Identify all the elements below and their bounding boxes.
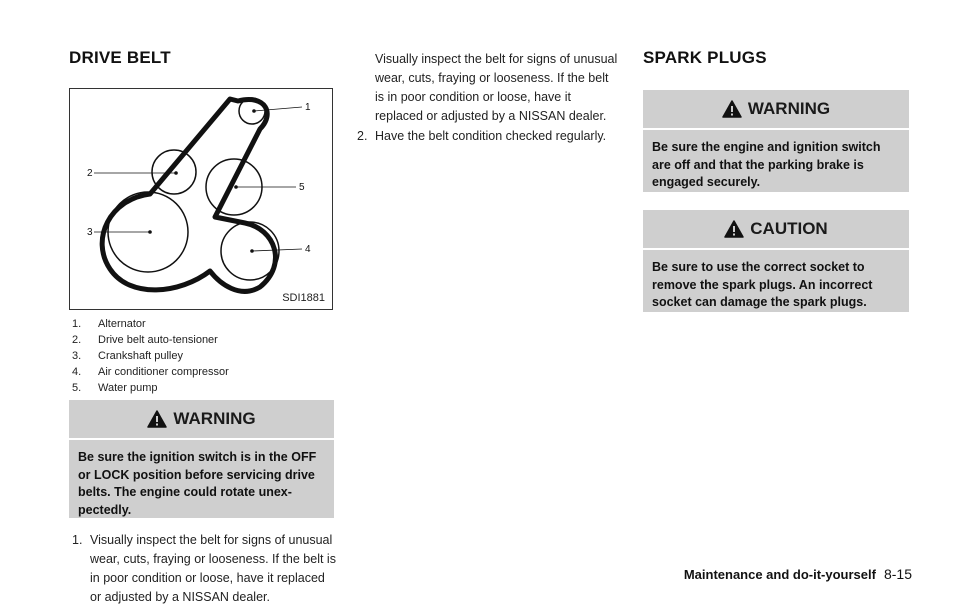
page-footer	[684, 566, 912, 582]
warning-heading-row	[69, 400, 334, 440]
warning-heading-row	[643, 90, 909, 130]
page-number: 8-15	[883, 566, 912, 582]
middle-column	[357, 52, 619, 146]
compressor-pulley	[221, 222, 279, 280]
spark-plugs-caution-box	[643, 210, 909, 312]
callout-3: 3	[87, 227, 93, 238]
legend-item: 5. Water pump	[72, 382, 158, 394]
callout-2: 2	[87, 168, 93, 179]
drive-belt	[102, 99, 275, 291]
drive-belt-warning-box	[69, 400, 334, 518]
callout-5: 5	[299, 182, 305, 193]
drive-belt-diagram	[69, 88, 333, 310]
warning-body: Be sure the engine and ignition switch are off and that the parking brake is engaged securely.	[652, 140, 881, 189]
warning-triangle-icon	[147, 410, 167, 428]
step-2: 2. Have the belt condition checked regularly.	[357, 129, 607, 143]
belt-routing-illustration	[70, 89, 334, 311]
footer-section-label: Maintenance and do-it-yourself	[683, 567, 876, 582]
legend-item: 1. Alternator	[72, 318, 146, 330]
warning-heading: WARNING	[747, 99, 831, 118]
figure-legend	[72, 316, 229, 396]
warning-triangle-icon	[724, 220, 744, 238]
step-1-continuation: Visually inspect the belt for signs of unusual wear, cuts, fraying or looseness. If the belt is in poor condition or loose, have it replaced or adjusted by a NISSAN dealer.	[375, 52, 618, 123]
step-1-text: Visually inspect the belt for signs of unusual wear, cuts, fraying or looseness. If the belt is in poor condition or loose, have it replaced or adjusted by a NISSAN dealer.	[90, 533, 336, 604]
figure-code: SDI1881	[282, 292, 325, 304]
warning-body: Be sure the ignition switch is in the OFF or LOCK position before servicing drive belts. The engine could rotate unex- pectedly.	[78, 450, 317, 517]
legend-item: 3. Crankshaft pulley	[72, 350, 183, 362]
callout-1: 1	[305, 102, 311, 113]
caution-heading-row	[643, 210, 909, 250]
tensioner-pulley	[152, 150, 196, 194]
spark-plugs-title: SPARK PLUGS	[643, 48, 767, 67]
callout-4: 4	[305, 244, 311, 255]
legend-item: 2. Drive belt auto-tensioner	[72, 334, 218, 346]
step-1: 1. Visually inspect the belt for signs of unusual wear, cuts, fraying or looseness. If the belt is in poor condition or loose, have it replaced or adjusted by a NISSAN dealer.	[72, 533, 336, 604]
legend-item: 4. Air conditioner compressor	[72, 366, 229, 378]
caution-body: Be sure to use the correct socket to remove the spark plugs. An incorrect socket can damage the spark plugs.	[652, 260, 873, 309]
drive-belt-title: DRIVE BELT	[69, 48, 171, 67]
caution-heading: CAUTION	[750, 219, 828, 238]
warning-heading: WARNING	[173, 409, 256, 428]
spark-plugs-warning-box	[643, 90, 909, 192]
warning-triangle-icon	[722, 100, 742, 118]
